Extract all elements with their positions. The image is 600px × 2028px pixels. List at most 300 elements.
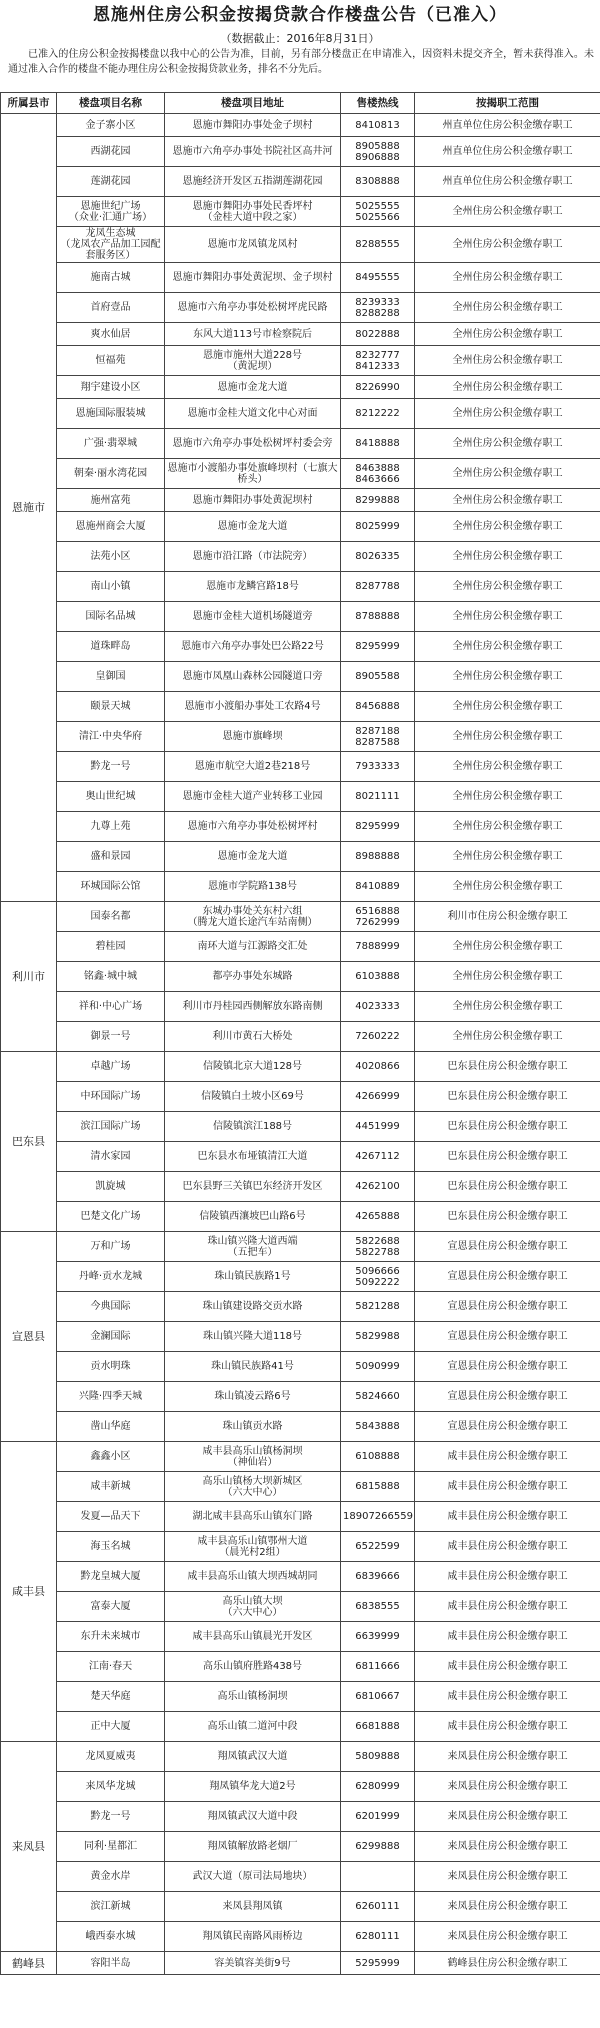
eligible-scope-cell: 全州住房公积金缴存职工 (415, 572, 600, 602)
eligible-scope-cell: 咸丰县住房公积金缴存职工 (415, 1622, 600, 1652)
eligible-scope-cell: 巴东县住房公积金缴存职工 (415, 1112, 600, 1142)
eligible-scope-cell: 来凤县住房公积金缴存职工 (415, 1892, 600, 1922)
sales-hotline-cell: 6103888 (341, 962, 415, 992)
eligible-scope-cell: 全州住房公积金缴存职工 (415, 722, 600, 752)
sales-hotline-cell: 8021111 (341, 782, 415, 812)
project-name-cell: 凿山华庭 (57, 1412, 165, 1442)
project-address-cell: 恩施市舞阳办事处金子坝村 (165, 114, 341, 137)
page-title: 恩施州住房公积金按揭贷款合作楼盘公告（已准入） (93, 5, 507, 25)
eligible-scope-cell: 全州住房公积金缴存职工 (415, 542, 600, 572)
project-name-cell: 万和广场 (57, 1232, 165, 1262)
sales-hotline-cell: 4267112 (341, 1142, 415, 1172)
eligible-scope-cell: 来凤县住房公积金缴存职工 (415, 1832, 600, 1862)
project-name-cell: 道珠畔岛 (57, 632, 165, 662)
eligible-scope-cell: 全州住房公积金缴存职工 (415, 197, 600, 227)
sales-hotline-cell: 6838555 (341, 1592, 415, 1622)
table-row (1, 459, 600, 489)
table-row (1, 1622, 600, 1652)
page-subtitle: （数据截止：2016年8月31日） (220, 32, 380, 45)
sales-hotline-cell: 5809888 (341, 1742, 415, 1772)
project-name-cell: 恩施州商会大厦 (57, 512, 165, 542)
sales-hotline-cell: 6108888 (341, 1442, 415, 1472)
eligible-scope-cell: 咸丰县住房公积金缴存职工 (415, 1592, 600, 1622)
eligible-scope-cell: 来凤县住房公积金缴存职工 (415, 1742, 600, 1772)
eligible-scope-cell: 巴东县住房公积金缴存职工 (415, 1172, 600, 1202)
project-address-cell: 珠山镇民族路1号 (165, 1262, 341, 1292)
project-name-cell: 国泰名都 (57, 902, 165, 932)
sales-hotline-cell: 5090999 (341, 1352, 415, 1382)
project-address-cell: 高乐山镇杨大坝新城区 （六大中心） (165, 1472, 341, 1502)
project-name-cell: 滨江新城 (57, 1892, 165, 1922)
table-row (1, 1262, 600, 1292)
project-name-cell: 盛和景园 (57, 842, 165, 872)
sales-hotline-cell: 5025555 5025566 (341, 197, 415, 227)
sales-hotline-cell: 6522599 (341, 1532, 415, 1562)
project-name-cell: 发夏—品天下 (57, 1502, 165, 1532)
project-name-cell: 爽水仙居 (57, 323, 165, 346)
sales-hotline-cell: 5824660 (341, 1382, 415, 1412)
project-name-cell: 正中大厦 (57, 1712, 165, 1742)
sales-hotline-cell: 8410889 (341, 872, 415, 902)
project-name-cell: 翔宇建设小区 (57, 376, 165, 399)
project-address-cell: 恩施市舞阳办事处民香坪村 （金桂大道中段之家） (165, 197, 341, 227)
table-row (1, 692, 600, 722)
project-name-cell: 鑫鑫小区 (57, 1442, 165, 1472)
county-cell: 利川市 (1, 902, 57, 1052)
eligible-scope-cell: 全州住房公积金缴存职工 (415, 346, 600, 376)
sales-hotline-cell: 5821288 (341, 1292, 415, 1322)
eligible-scope-cell: 全州住房公积金缴存职工 (415, 812, 600, 842)
table-row (1, 962, 600, 992)
table-row (1, 1712, 600, 1742)
project-name-cell: 海玉名城 (57, 1532, 165, 1562)
project-address-cell: 珠山镇凌云路6号 (165, 1382, 341, 1412)
sales-hotline-cell: 6516888 7262999 (341, 902, 415, 932)
eligible-scope-cell: 巴东县住房公积金缴存职工 (415, 1202, 600, 1232)
project-name-cell: 恩施世纪广场 （众业·汇通广场） (57, 197, 165, 227)
eligible-scope-cell: 巴东县住房公积金缴存职工 (415, 1142, 600, 1172)
eligible-scope-cell: 全州住房公积金缴存职工 (415, 662, 600, 692)
eligible-scope-cell: 全州住房公积金缴存职工 (415, 842, 600, 872)
sales-hotline-cell: 7888999 (341, 932, 415, 962)
table-row (1, 293, 600, 323)
sales-hotline-cell: 5295999 (341, 1952, 415, 1975)
table-row (1, 399, 600, 429)
header-project-name: 楼盘项目名称 (57, 93, 165, 114)
eligible-scope-cell: 全州住房公积金缴存职工 (415, 932, 600, 962)
project-address-cell: 利川市黄石大桥处 (165, 1022, 341, 1052)
project-name-cell: 碧桂园 (57, 932, 165, 962)
table-row (1, 1172, 600, 1202)
project-address-cell: 恩施市六角亭办事处书院社区高井河 (165, 137, 341, 167)
eligible-scope-cell: 巴东县住房公积金缴存职工 (415, 1052, 600, 1082)
table-row (1, 1952, 600, 1975)
eligible-scope-cell: 全州住房公积金缴存职工 (415, 872, 600, 902)
project-address-cell: 东风大道113号市检察院后 (165, 323, 341, 346)
project-address-cell: 恩施市凤凰山森林公园隧道口旁 (165, 662, 341, 692)
eligible-scope-cell: 宣恩县住房公积金缴存职工 (415, 1382, 600, 1412)
project-name-cell: 金子寨小区 (57, 114, 165, 137)
sales-hotline-cell: 8287788 (341, 572, 415, 602)
sales-hotline-cell: 8295999 (341, 812, 415, 842)
project-name-cell: 首府壹品 (57, 293, 165, 323)
project-address-cell: 信陵镇北京大道128号 (165, 1052, 341, 1082)
county-cell: 来凤县 (1, 1742, 57, 1952)
project-address-cell: 都亭办事处东城路 (165, 962, 341, 992)
project-address-cell: 珠山镇贡水路 (165, 1412, 341, 1442)
sales-hotline-cell: 8239333 8288288 (341, 293, 415, 323)
sales-hotline-cell: 6681888 (341, 1712, 415, 1742)
project-address-cell: 恩施市小渡船办事处旗峰坝村（七旗大桥头） (165, 459, 341, 489)
county-cell: 巴东县 (1, 1052, 57, 1232)
project-name-cell: 法苑小区 (57, 542, 165, 572)
table-row (1, 1292, 600, 1322)
eligible-scope-cell: 宣恩县住房公积金缴存职工 (415, 1232, 600, 1262)
project-address-cell: 恩施市施州大道228号 （黄泥坝） (165, 346, 341, 376)
project-name-cell: 兴隆·四季天城 (57, 1382, 165, 1412)
sales-hotline-cell: 8788888 (341, 602, 415, 632)
table-row (1, 1862, 600, 1892)
sales-hotline-cell: 6811666 (341, 1652, 415, 1682)
project-name-cell: 富泰大厦 (57, 1592, 165, 1622)
county-cell: 咸丰县 (1, 1442, 57, 1742)
project-name-cell: 龙凤夏威夷 (57, 1742, 165, 1772)
project-name-cell: 黔龙一号 (57, 752, 165, 782)
project-name-cell: 中环国际广场 (57, 1082, 165, 1112)
table-row (1, 1592, 600, 1622)
project-address-cell: 恩施市沿江路（市法院旁） (165, 542, 341, 572)
table-row (1, 1832, 600, 1862)
eligible-scope-cell: 全州住房公积金缴存职工 (415, 962, 600, 992)
sales-hotline-cell: 8905588 (341, 662, 415, 692)
sales-hotline-cell: 8022888 (341, 323, 415, 346)
project-name-cell: 楚天华庭 (57, 1682, 165, 1712)
sales-hotline-cell: 8495555 (341, 263, 415, 293)
project-name-cell: 莲湖花园 (57, 167, 165, 197)
property-table (0, 92, 600, 1975)
project-name-cell: 容阳半岛 (57, 1952, 165, 1975)
sales-hotline-cell: 6815888 (341, 1472, 415, 1502)
eligible-scope-cell: 全州住房公积金缴存职工 (415, 263, 600, 293)
project-address-cell: 湖北咸丰县高乐山镇东门路 (165, 1502, 341, 1532)
eligible-scope-cell: 全州住房公积金缴存职工 (415, 602, 600, 632)
table-row (1, 1112, 600, 1142)
table-row (1, 602, 600, 632)
table-row (1, 632, 600, 662)
county-cell: 鹤峰县 (1, 1952, 57, 1975)
county-cell: 宣恩县 (1, 1232, 57, 1442)
eligible-scope-cell: 州直单位住房公积金缴存职工 (415, 167, 600, 197)
project-name-cell: 龙凤生态城 （龙凤农产品加工园配套服务区） (57, 227, 165, 263)
eligible-scope-cell: 宣恩县住房公积金缴存职工 (415, 1352, 600, 1382)
sales-hotline-cell: 8463888 8463666 (341, 459, 415, 489)
eligible-scope-cell: 咸丰县住房公积金缴存职工 (415, 1502, 600, 1532)
project-name-cell: 清水家园 (57, 1142, 165, 1172)
table-row (1, 1892, 600, 1922)
table-row (1, 197, 600, 227)
project-name-cell: 滨江国际广场 (57, 1112, 165, 1142)
project-address-cell: 来凤县翔凤镇 (165, 1892, 341, 1922)
project-name-cell: 同利·星都汇 (57, 1832, 165, 1862)
eligible-scope-cell: 咸丰县住房公积金缴存职工 (415, 1532, 600, 1562)
project-address-cell: 恩施市学院路138号 (165, 872, 341, 902)
sales-hotline-cell: 8308888 (341, 167, 415, 197)
eligible-scope-cell: 宣恩县住房公积金缴存职工 (415, 1322, 600, 1352)
eligible-scope-cell: 全州住房公积金缴存职工 (415, 752, 600, 782)
table-row (1, 1532, 600, 1562)
project-name-cell: 朝秦·丽水湾花园 (57, 459, 165, 489)
sales-hotline-cell: 6280111 (341, 1922, 415, 1952)
sales-hotline-cell: 5843888 (341, 1412, 415, 1442)
project-address-cell: 利川市丹桂园西侧解放东路南侧 (165, 992, 341, 1022)
eligible-scope-cell: 咸丰县住房公积金缴存职工 (415, 1472, 600, 1502)
project-address-cell: 东城办事处关东村六组 （腾龙大道长途汽车站南侧） (165, 902, 341, 932)
project-address-cell: 咸丰县高乐山镇鄂州大道 （晨光村2组） (165, 1532, 341, 1562)
table-row (1, 114, 600, 137)
table-row (1, 1442, 600, 1472)
sales-hotline-cell: 4020866 (341, 1052, 415, 1082)
sales-hotline-cell: 6260111 (341, 1892, 415, 1922)
project-address-cell: 翔凤镇华龙大道2号 (165, 1772, 341, 1802)
sales-hotline-cell: 4266999 (341, 1082, 415, 1112)
table-row (1, 1922, 600, 1952)
eligible-scope-cell: 全州住房公积金缴存职工 (415, 323, 600, 346)
project-name-cell: 巴楚文化广场 (57, 1202, 165, 1232)
eligible-scope-cell: 全州住房公积金缴存职工 (415, 376, 600, 399)
sales-hotline-cell: 5829988 (341, 1322, 415, 1352)
project-name-cell: 祥和·中心广场 (57, 992, 165, 1022)
project-address-cell: 信陵镇滨江188号 (165, 1112, 341, 1142)
eligible-scope-cell: 宣恩县住房公积金缴存职工 (415, 1412, 600, 1442)
project-address-cell: 高乐山镇二道河中段 (165, 1712, 341, 1742)
sales-hotline-cell: 6839666 (341, 1562, 415, 1592)
project-name-cell: 施州富苑 (57, 489, 165, 512)
sales-hotline-cell: 8026335 (341, 542, 415, 572)
table-row (1, 1322, 600, 1352)
eligible-scope-cell: 州直单位住房公积金缴存职工 (415, 137, 600, 167)
table-row (1, 872, 600, 902)
eligible-scope-cell: 来凤县住房公积金缴存职工 (415, 1772, 600, 1802)
project-name-cell: 贡水明珠 (57, 1352, 165, 1382)
table-row (1, 572, 600, 602)
project-name-cell: 奥山世纪城 (57, 782, 165, 812)
table-row (1, 1742, 600, 1772)
table-row (1, 1082, 600, 1112)
project-name-cell: 皇御国 (57, 662, 165, 692)
sales-hotline-cell: 7260222 (341, 1022, 415, 1052)
table-row (1, 1022, 600, 1052)
eligible-scope-cell: 咸丰县住房公积金缴存职工 (415, 1712, 600, 1742)
project-name-cell: 九尊上苑 (57, 812, 165, 842)
project-address-cell: 恩施市龙鳞宫路18号 (165, 572, 341, 602)
project-name-cell: 国际名品城 (57, 602, 165, 632)
project-address-cell: 翔凤镇解放路老烟厂 (165, 1832, 341, 1862)
project-address-cell: 恩施市金桂大道文化中心对面 (165, 399, 341, 429)
project-address-cell: 巴东县野三关镇巴东经济开发区 (165, 1172, 341, 1202)
table-row (1, 1562, 600, 1592)
project-address-cell: 恩施市舞阳办事处黄泥坝、金子坝村 (165, 263, 341, 293)
project-name-cell: 颐景天城 (57, 692, 165, 722)
project-address-cell: 恩施市小渡船办事处工农路4号 (165, 692, 341, 722)
table-row (1, 542, 600, 572)
eligible-scope-cell: 全州住房公积金缴存职工 (415, 227, 600, 263)
project-address-cell: 信陵镇西瀼坡巴山路6号 (165, 1202, 341, 1232)
project-address-cell: 恩施经济开发区五指湖莲湖花园 (165, 167, 341, 197)
project-name-cell: 南山小镇 (57, 572, 165, 602)
project-name-cell: 恒福苑 (57, 346, 165, 376)
table-row (1, 167, 600, 197)
project-address-cell: 恩施市金龙大道 (165, 512, 341, 542)
project-address-cell: 翔凤镇武汉大道 (165, 1742, 341, 1772)
project-name-cell: 御景一号 (57, 1022, 165, 1052)
project-address-cell: 南环大道与江源路交汇处 (165, 932, 341, 962)
project-name-cell: 卓越广场 (57, 1052, 165, 1082)
eligible-scope-cell: 咸丰县住房公积金缴存职工 (415, 1652, 600, 1682)
project-address-cell: 恩施市龙凤镇龙凤村 (165, 227, 341, 263)
table-row (1, 1352, 600, 1382)
sales-hotline-cell: 6810667 (341, 1682, 415, 1712)
table-row (1, 227, 600, 263)
sales-hotline-cell: 18907266559 (341, 1502, 415, 1532)
header-county: 所属县市 (1, 93, 57, 114)
project-address-cell: 高乐山镇杨洞坝 (165, 1682, 341, 1712)
project-address-cell: 咸丰县高乐山镇晨光开发区 (165, 1622, 341, 1652)
project-name-cell: 清江·中央华府 (57, 722, 165, 752)
project-name-cell: 东升未来城市 (57, 1622, 165, 1652)
eligible-scope-cell: 全州住房公积金缴存职工 (415, 992, 600, 1022)
county-cell: 恩施市 (1, 114, 57, 902)
project-address-cell: 恩施市六角亭办事处巴公路22号 (165, 632, 341, 662)
sales-hotline-cell (341, 1862, 415, 1892)
eligible-scope-cell: 全州住房公积金缴存职工 (415, 399, 600, 429)
project-name-cell: 来凤华龙城 (57, 1772, 165, 1802)
table-row (1, 1232, 600, 1262)
table-row (1, 1202, 600, 1232)
table-row (1, 902, 600, 932)
sales-hotline-cell: 8226990 (341, 376, 415, 399)
table-row (1, 752, 600, 782)
table-row (1, 512, 600, 542)
table-row (1, 346, 600, 376)
sales-hotline-cell: 5096666 5092222 (341, 1262, 415, 1292)
sales-hotline-cell: 8988888 (341, 842, 415, 872)
sales-hotline-cell: 7933333 (341, 752, 415, 782)
eligible-scope-cell: 咸丰县住房公积金缴存职工 (415, 1442, 600, 1472)
sales-hotline-cell: 8456888 (341, 692, 415, 722)
eligible-scope-cell: 全州住房公积金缴存职工 (415, 1022, 600, 1052)
project-address-cell: 珠山镇兴隆大道西端 （五把车） (165, 1232, 341, 1262)
sales-hotline-cell: 4262100 (341, 1172, 415, 1202)
table-row (1, 932, 600, 962)
project-name-cell: 凯旋城 (57, 1172, 165, 1202)
project-name-cell: 今典国际 (57, 1292, 165, 1322)
table-row (1, 323, 600, 346)
eligible-scope-cell: 全州住房公积金缴存职工 (415, 489, 600, 512)
sales-hotline-cell: 8299888 (341, 489, 415, 512)
sales-hotline-cell: 8212222 (341, 399, 415, 429)
sales-hotline-cell: 6639999 (341, 1622, 415, 1652)
sales-hotline-cell: 8418888 (341, 429, 415, 459)
sales-hotline-cell: 8287188 8287588 (341, 722, 415, 752)
table-row (1, 782, 600, 812)
table-row (1, 812, 600, 842)
project-address-cell: 恩施市金龙大道 (165, 842, 341, 872)
sales-hotline-cell: 8025999 (341, 512, 415, 542)
project-address-cell: 高乐山镇大坝 （六大中心） (165, 1592, 341, 1622)
sales-hotline-cell: 6280999 (341, 1772, 415, 1802)
header-project-address: 楼盘项目地址 (165, 93, 341, 114)
project-name-cell: 恩施国际服装城 (57, 399, 165, 429)
project-address-cell: 咸丰县高乐山镇杨洞坝 （神仙岩） (165, 1442, 341, 1472)
sales-hotline-cell: 4023333 (341, 992, 415, 1022)
eligible-scope-cell: 州直单位住房公积金缴存职工 (415, 114, 600, 137)
eligible-scope-cell: 来凤县住房公积金缴存职工 (415, 1802, 600, 1832)
table-row (1, 1052, 600, 1082)
table-row (1, 1772, 600, 1802)
project-address-cell: 容美镇容美街9号 (165, 1952, 341, 1975)
eligible-scope-cell: 咸丰县住房公积金缴存职工 (415, 1682, 600, 1712)
project-address-cell: 恩施市金桂大道机场隧道旁 (165, 602, 341, 632)
project-address-cell: 武汉大道（原司法局地块） (165, 1862, 341, 1892)
table-row (1, 376, 600, 399)
project-address-cell: 翔凤镇武汉大道中段 (165, 1802, 341, 1832)
project-name-cell: 广强·翡翠城 (57, 429, 165, 459)
table-row (1, 1472, 600, 1502)
eligible-scope-cell: 宣恩县住房公积金缴存职工 (415, 1292, 600, 1322)
project-address-cell: 巴东县水布垭镇清江大道 (165, 1142, 341, 1172)
project-name-cell: 施南古城 (57, 263, 165, 293)
project-address-cell: 珠山镇民族路41号 (165, 1352, 341, 1382)
table-row (1, 263, 600, 293)
sales-hotline-cell: 6201999 (341, 1802, 415, 1832)
eligible-scope-cell: 全州住房公积金缴存职工 (415, 692, 600, 722)
project-name-cell: 铭鑫·城中城 (57, 962, 165, 992)
project-address-cell: 恩施市舞阳办事处黄泥坝村 (165, 489, 341, 512)
project-address-cell: 翔凤镇民南路风雨桥边 (165, 1922, 341, 1952)
table-row (1, 137, 600, 167)
project-address-cell: 恩施市旗峰坝 (165, 722, 341, 752)
eligible-scope-cell: 全州住房公积金缴存职工 (415, 512, 600, 542)
table-row (1, 1682, 600, 1712)
table-row (1, 1382, 600, 1412)
sales-hotline-cell: 8905888 8906888 (341, 137, 415, 167)
project-address-cell: 高乐山镇府胜路438号 (165, 1652, 341, 1682)
eligible-scope-cell: 全州住房公积金缴存职工 (415, 293, 600, 323)
intro-paragraph: 已准入的住房公积金按揭楼盘以我中心的公告为准，目前，另有部分楼盘正在申请准入，因资料未提交齐全，暂未获得准入。未通过准入合作的楼盘不能办理住房公积金按揭贷款业务，排名不分先后。 (8, 49, 594, 75)
project-name-cell: 环城国际公馆 (57, 872, 165, 902)
project-address-cell: 恩施市航空大道2巷218号 (165, 752, 341, 782)
project-name-cell: 黔龙一号 (57, 1802, 165, 1832)
project-address-cell: 珠山镇兴隆大道118号 (165, 1322, 341, 1352)
eligible-scope-cell: 宣恩县住房公积金缴存职工 (415, 1262, 600, 1292)
sales-hotline-cell: 8410813 (341, 114, 415, 137)
project-name-cell: 金澜国际 (57, 1322, 165, 1352)
sales-hotline-cell: 5822688 5822788 (341, 1232, 415, 1262)
table-row (1, 1802, 600, 1832)
eligible-scope-cell: 全州住房公积金缴存职工 (415, 782, 600, 812)
eligible-scope-cell: 全州住房公积金缴存职工 (415, 429, 600, 459)
project-name-cell: 峨西泰水城 (57, 1922, 165, 1952)
project-name-cell: 西湖花园 (57, 137, 165, 167)
project-address-cell: 恩施市六角亭办事处松树坪村 (165, 812, 341, 842)
eligible-scope-cell: 来凤县住房公积金缴存职工 (415, 1922, 600, 1952)
table-row (1, 489, 600, 512)
sales-hotline-cell: 4451999 (341, 1112, 415, 1142)
sales-hotline-cell: 8295999 (341, 632, 415, 662)
table-row (1, 1652, 600, 1682)
eligible-scope-cell: 鹤峰县住房公积金缴存职工 (415, 1952, 600, 1975)
sales-hotline-cell: 6299888 (341, 1832, 415, 1862)
